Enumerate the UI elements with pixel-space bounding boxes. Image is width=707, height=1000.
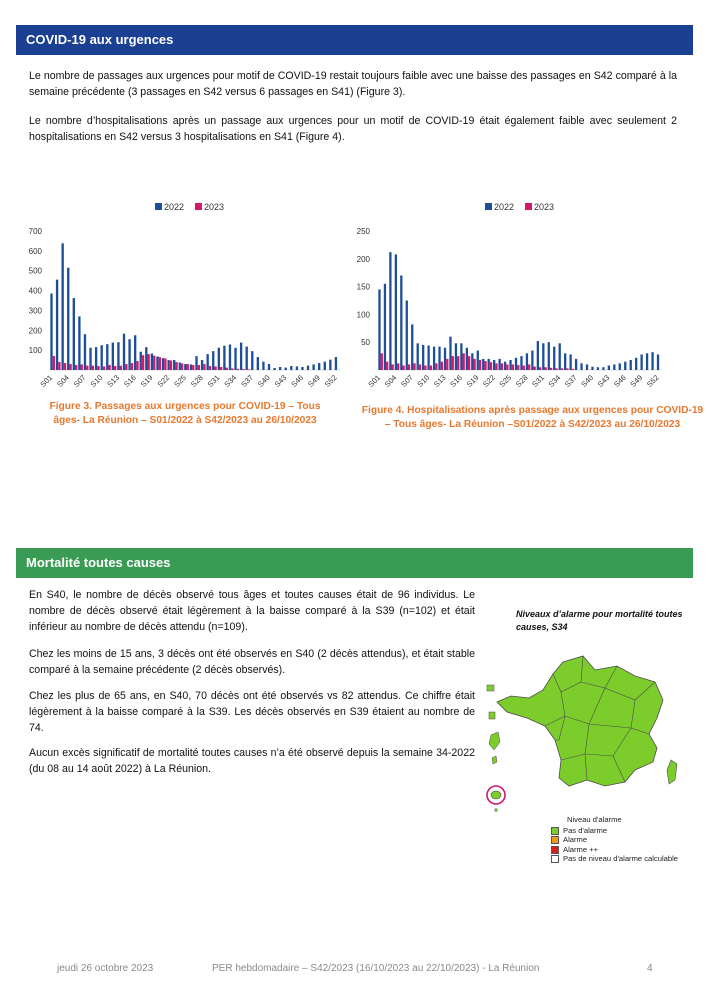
footer-page-number: 4 <box>647 963 653 974</box>
bar-2023-S3 <box>64 363 66 370</box>
france-alarm-map <box>485 640 685 815</box>
map-legend-item: Alarme <box>551 835 678 845</box>
bar-2023-S19 <box>479 360 481 370</box>
bar-2022-S39 <box>586 364 588 370</box>
bar-2023-S27 <box>523 366 525 370</box>
footer-date: jeudi 26 octobre 2023 <box>57 963 154 974</box>
bar-2022-S43 <box>285 368 287 370</box>
bar-2023-S2 <box>386 362 388 370</box>
bar-2022-S2 <box>56 280 58 370</box>
y-tick-label: 200 <box>28 326 42 336</box>
figure-3-chart <box>20 195 345 395</box>
bar-2023-S32 <box>226 368 228 370</box>
bar-2022-S26 <box>190 364 192 370</box>
bar-2023-S34 <box>237 369 239 370</box>
bar-2023-S31 <box>544 367 546 370</box>
bar-2022-S15 <box>455 343 457 370</box>
x-tick-label: S34 <box>546 373 563 389</box>
bar-2022-S35 <box>240 343 242 370</box>
bar-2023-S24 <box>506 364 508 370</box>
x-tick-label: S04 <box>382 373 399 389</box>
orange-swatch-icon <box>551 836 559 844</box>
bar-2022-S45 <box>619 363 621 370</box>
bar-2022-S40 <box>591 367 593 370</box>
bar-2022-S7 <box>411 324 413 370</box>
bar-2022-S26 <box>515 358 517 370</box>
x-tick-label: S01 <box>366 373 383 389</box>
bar-2022-S8 <box>417 343 419 370</box>
legend-swatch-2023 <box>195 203 202 210</box>
bar-2023-S1 <box>53 356 55 370</box>
bar-2023-S5 <box>75 365 77 370</box>
covid-paragraph-1: Le nombre de passages aux urgences pour motif de COVID-19 restait toujours faible avec une baisse des passages en S42 comparé à la semaine précédente (3 passages en S42 versus 6 passages en S41) (Figure 3). <box>29 70 677 98</box>
bar-2022-S10 <box>101 345 103 370</box>
bar-2022-S33 <box>553 347 555 370</box>
bar-2022-S32 <box>223 346 225 370</box>
bar-2023-S34 <box>561 368 563 370</box>
bar-2022-S4 <box>395 254 397 370</box>
y-tick-label: 200 <box>356 254 370 264</box>
bar-2022-S37 <box>575 359 577 370</box>
legend-label-2022: 2022 <box>164 202 185 212</box>
mortalite-paragraph-2: Chez les moins de 15 ans, 3 décès ont été observés en S40 (2 décès attendus), et était stable comparé à la semaine précédente (2 décès observés). <box>29 648 475 676</box>
bar-2023-S4 <box>69 364 71 370</box>
bar-2023-S16 <box>463 353 465 370</box>
bar-2022-S34 <box>234 348 236 370</box>
bar-2023-S23 <box>501 363 503 370</box>
bar-2023-S9 <box>424 366 426 370</box>
chart-legend <box>485 202 554 212</box>
y-tick-label: 500 <box>28 266 42 276</box>
corsica-map <box>667 760 677 784</box>
red-swatch-icon <box>551 846 559 854</box>
bar-2023-S1 <box>381 353 383 370</box>
bar-2023-S20 <box>159 357 161 370</box>
x-tick-label: S34 <box>222 373 239 389</box>
bar-2023-S21 <box>490 362 492 370</box>
x-tick-label: S49 <box>628 373 645 389</box>
bar-2023-S6 <box>81 364 83 370</box>
x-tick-label: S28 <box>513 373 530 389</box>
bar-2022-S17 <box>140 352 142 370</box>
figure-3-caption: Figure 3. Passages aux urgences pour COVID-19 – Tous âges- La Réunion – S01/2022 à S42/2023 au 26/10/2023 <box>49 401 321 426</box>
bar-2022-S42 <box>279 367 281 370</box>
bar-2023-S28 <box>203 364 205 370</box>
bar-2022-S9 <box>95 347 97 370</box>
bar-2022-S20 <box>482 359 484 370</box>
legend-swatch-2023 <box>525 203 532 210</box>
y-tick-label: 100 <box>28 346 42 356</box>
y-tick-label: 100 <box>356 310 370 320</box>
bar-2022-S31 <box>542 343 544 370</box>
bar-2022-S25 <box>184 364 186 370</box>
bar-2022-S14 <box>449 337 451 370</box>
bar-2023-S15 <box>131 363 133 370</box>
bar-2023-S21 <box>164 358 166 370</box>
x-tick-label: S43 <box>272 373 289 389</box>
bar-2022-S17 <box>466 348 468 370</box>
bar-2023-S19 <box>153 356 155 370</box>
bar-2022-S3 <box>389 252 391 370</box>
chart-legend <box>155 202 224 212</box>
bar-2023-S24 <box>181 363 183 370</box>
bar-2022-S6 <box>406 301 408 371</box>
y-tick-label: 250 <box>356 227 370 236</box>
map-legend-item: Alarme ++ <box>551 845 678 855</box>
bar-2022-S38 <box>257 357 259 370</box>
x-tick-label: S04 <box>55 373 71 389</box>
y-tick-label: 700 <box>28 227 42 236</box>
section-heading-mortalite: Mortalité toutes causes <box>16 548 693 578</box>
x-tick-label: S52 <box>644 373 661 389</box>
x-tick-label: S46 <box>289 373 306 389</box>
bar-2022-S46 <box>624 362 626 370</box>
bar-2023-S15 <box>457 356 459 370</box>
bar-2022-S41 <box>597 367 599 370</box>
covid-paragraph-2: Le nombre d’hospitalisations après un passage aux urgences pour un motif de COVID-19 était également faible avec seulement 2 hospitalisations en S42 versus 3 hospitalisations en S41 (Figure 4). <box>29 115 677 143</box>
legend-label-2023: 2023 <box>204 202 225 212</box>
bar-2023-S9 <box>97 366 99 370</box>
bar-2022-S25 <box>509 360 511 370</box>
bar-2023-S35 <box>566 368 568 370</box>
bar-2022-S12 <box>438 347 440 370</box>
bar-2022-S36 <box>569 354 571 370</box>
bar-2022-S48 <box>312 364 314 370</box>
mortalite-paragraph-4: Aucun excès significatif de mortalité toutes causes n’a été observé depuis la semaine 34-2022 (du 08 au 14 août 2022) à La Réunion. <box>29 747 475 775</box>
bar-2022-S50 <box>646 353 648 370</box>
bar-2023-S6 <box>408 364 410 370</box>
bar-2023-S20 <box>484 361 486 370</box>
bar-2023-S25 <box>512 364 514 370</box>
bar-2023-S23 <box>175 362 177 370</box>
map-legend-title: Niveau d'alarme <box>567 815 622 824</box>
bar-2023-S26 <box>517 365 519 370</box>
footer-title: PER hebdomadaire – S42/2023 (16/10/2023 au 22/10/2023) - La Réunion <box>212 963 540 974</box>
bar-2022-S1 <box>378 289 380 370</box>
x-tick-label: S07 <box>71 373 88 389</box>
map-title: Niveaux d’alarme pour mortalité toutes causes, S34 <box>516 609 683 632</box>
bar-2022-S39 <box>262 362 264 370</box>
bar-2023-S12 <box>114 366 116 370</box>
x-tick-label: S31 <box>530 373 546 389</box>
bar-2023-S12 <box>441 362 443 370</box>
bar-2022-S16 <box>134 335 136 370</box>
bar-2022-S21 <box>488 359 490 370</box>
bar-2022-S46 <box>301 367 303 370</box>
bar-2023-S10 <box>430 366 432 370</box>
y-tick-label: 600 <box>28 246 42 256</box>
mortalite-paragraph-1: En S40, le nombre de décès observé tous âges et toutes causes était de 96 individus. Le nombre de décès observé était légèrement à la baisse comparé à la S39 (n=102) et était inférieur au nombre de décès attendu (n=109). <box>29 589 475 633</box>
bar-2022-S31 <box>218 348 220 370</box>
bar-2023-S2 <box>58 362 60 370</box>
bar-2022-S32 <box>548 342 550 370</box>
x-tick-label: S52 <box>322 373 339 389</box>
bar-2023-S13 <box>446 359 448 370</box>
bar-2023-S31 <box>220 367 222 370</box>
x-tick-label: S01 <box>38 373 55 389</box>
bar-2022-S44 <box>290 366 292 370</box>
bar-2023-S18 <box>147 354 149 370</box>
bar-2022-S38 <box>580 363 582 370</box>
bar-2023-S3 <box>392 364 394 370</box>
map-legend <box>551 815 678 864</box>
bar-2022-S42 <box>602 367 604 370</box>
bar-2022-S18 <box>471 353 473 370</box>
bar-2022-S28 <box>201 360 203 370</box>
bar-2023-S16 <box>136 361 138 370</box>
bar-2022-S13 <box>117 342 119 370</box>
x-tick-label: S25 <box>172 373 189 389</box>
bar-2022-S4 <box>67 268 69 370</box>
bar-2022-S30 <box>537 341 539 370</box>
bar-2022-S44 <box>613 364 615 370</box>
bar-2023-S14 <box>452 356 454 370</box>
x-tick-label: S07 <box>399 373 415 389</box>
bar-2022-S33 <box>229 345 231 370</box>
bar-2022-S10 <box>427 346 429 370</box>
x-tick-label: S19 <box>464 373 481 389</box>
y-tick-label: 150 <box>356 282 370 292</box>
bar-2022-S6 <box>78 316 80 370</box>
bar-2022-S23 <box>498 359 500 370</box>
bar-2023-S35 <box>242 369 244 370</box>
bar-2023-S17 <box>468 356 470 370</box>
bar-2022-S19 <box>477 351 479 370</box>
x-tick-label: S10 <box>88 373 105 389</box>
bar-2022-S15 <box>128 339 130 370</box>
x-tick-label: S31 <box>205 373 222 389</box>
bar-2023-S22 <box>170 360 172 370</box>
bar-2022-S51 <box>651 352 653 370</box>
bar-2023-S33 <box>231 368 233 370</box>
x-tick-label: S49 <box>306 373 322 389</box>
bar-2022-S36 <box>246 347 248 370</box>
bar-2023-S5 <box>402 366 404 370</box>
bar-2022-S45 <box>296 366 298 370</box>
bar-2022-S22 <box>493 360 495 370</box>
mortalite-paragraph-3: Chez les plus de 65 ans, en S40, 70 décès ont été observés vs 82 attendus. Ce chiffre était légèrement à la baisse comparé à la S39. Les décès observés en S39 étaient au nombre de 74. <box>29 690 475 734</box>
bar-2022-S21 <box>162 358 164 370</box>
bar-2022-S9 <box>422 345 424 370</box>
legend-swatch-2022 <box>485 203 492 210</box>
bar-2022-S49 <box>318 363 320 370</box>
bar-2022-S22 <box>167 360 169 370</box>
bar-2023-S30 <box>539 367 541 370</box>
bar-2022-S47 <box>630 360 632 370</box>
section-heading-covid: COVID-19 aux urgences <box>16 25 693 55</box>
bar-2022-S34 <box>559 343 561 370</box>
bar-2022-S11 <box>433 347 435 370</box>
bar-2022-S41 <box>273 368 275 370</box>
bar-2023-S27 <box>198 365 200 370</box>
bar-2022-S18 <box>145 347 147 370</box>
bar-2022-S2 <box>384 284 386 370</box>
bar-2023-S8 <box>92 366 94 370</box>
bar-2022-S30 <box>212 351 214 370</box>
x-tick-label: S10 <box>415 373 432 389</box>
bar-2023-S36 <box>572 369 574 370</box>
bar-2022-S27 <box>520 356 522 370</box>
x-tick-label: S46 <box>612 373 628 389</box>
bar-2022-S35 <box>564 353 566 370</box>
bar-2022-S12 <box>112 343 114 370</box>
bar-2022-S40 <box>268 364 270 370</box>
bar-2023-S29 <box>209 366 211 370</box>
bar-2022-S48 <box>635 358 637 370</box>
bar-2023-S22 <box>495 363 497 370</box>
x-tick-label: S37 <box>239 373 255 389</box>
bar-2023-S30 <box>214 366 216 370</box>
bar-2022-S5 <box>73 298 75 370</box>
map-legend-item: Pas d'alarme <box>551 826 678 836</box>
bar-2022-S11 <box>106 344 108 370</box>
bar-2022-S29 <box>206 354 208 370</box>
legend-swatch-2022 <box>155 203 162 210</box>
bar-2023-S25 <box>187 364 189 370</box>
bar-2023-S26 <box>192 365 194 370</box>
bar-2022-S3 <box>61 243 63 370</box>
bar-2022-S37 <box>251 351 253 370</box>
bar-2022-S24 <box>504 362 506 370</box>
bar-2022-S24 <box>179 362 181 370</box>
bar-2022-S52 <box>657 354 659 370</box>
reunion-map <box>491 791 501 799</box>
bar-2022-S47 <box>307 366 309 370</box>
legend-label-2023: 2023 <box>534 202 555 212</box>
bar-2022-S14 <box>123 334 125 370</box>
bar-2023-S11 <box>435 363 437 370</box>
bar-2022-S50 <box>324 362 326 370</box>
bar-2022-S28 <box>526 353 528 370</box>
y-tick-label: 300 <box>28 306 42 316</box>
bar-2022-S7 <box>84 334 86 370</box>
white-swatch-icon <box>551 855 559 863</box>
bar-2023-S13 <box>120 366 122 370</box>
bar-2023-S36 <box>248 369 250 370</box>
x-tick-label: S13 <box>105 373 122 389</box>
bar-2022-S13 <box>444 348 446 370</box>
x-tick-label: S22 <box>481 373 497 389</box>
bar-2023-S10 <box>103 366 105 370</box>
x-tick-label: S16 <box>122 373 138 389</box>
x-tick-label: S22 <box>155 373 172 389</box>
bar-2022-S1 <box>50 294 52 370</box>
bar-2023-S33 <box>555 368 557 370</box>
bar-2022-S20 <box>156 357 158 371</box>
bar-2022-S23 <box>173 360 175 370</box>
green-swatch-icon <box>551 827 559 835</box>
x-tick-label: S43 <box>595 373 612 389</box>
bar-2023-S4 <box>397 363 399 370</box>
x-tick-label: S25 <box>497 373 514 389</box>
bar-2023-S17 <box>142 355 144 370</box>
x-tick-label: S37 <box>562 373 579 389</box>
bar-2023-S7 <box>413 363 415 370</box>
bar-2022-S16 <box>460 343 462 370</box>
bar-2022-S5 <box>400 275 402 370</box>
figure-4-chart <box>350 195 690 395</box>
bar-2023-S29 <box>534 367 536 370</box>
x-tick-label: S28 <box>188 373 205 389</box>
bar-2022-S8 <box>89 348 91 370</box>
y-tick-label: 400 <box>28 286 42 296</box>
bar-2022-S49 <box>640 354 642 370</box>
x-tick-label: S16 <box>448 373 465 389</box>
figure-4-caption: Figure 4. Hospitalisations après passage aux urgences pour COVID-19 – Tous âges- La Réunion –S01/2022 à S42/2023 au 26/10/2023 <box>361 405 704 430</box>
bar-2023-S14 <box>125 364 127 370</box>
bar-2022-S27 <box>195 356 197 370</box>
bar-2023-S8 <box>419 364 421 370</box>
bar-2022-S52 <box>335 357 337 370</box>
bar-2022-S29 <box>531 351 533 370</box>
bar-2022-S19 <box>151 354 153 370</box>
x-tick-label: S13 <box>431 373 448 389</box>
x-tick-label: S40 <box>255 373 272 389</box>
bar-2022-S43 <box>608 366 610 370</box>
y-tick-label: 50 <box>361 338 370 348</box>
bar-2022-S51 <box>329 360 331 370</box>
bar-2023-S32 <box>550 368 552 370</box>
bar-2023-S28 <box>528 364 530 370</box>
x-tick-label: S19 <box>138 373 155 389</box>
bar-2023-S18 <box>473 359 475 370</box>
legend-label-2022: 2022 <box>494 202 515 212</box>
bar-2023-S11 <box>108 365 110 370</box>
bar-2023-S7 <box>86 366 88 370</box>
x-tick-label: S40 <box>579 373 596 389</box>
map-legend-item: Pas de niveau d'alarme calculable <box>551 854 678 864</box>
